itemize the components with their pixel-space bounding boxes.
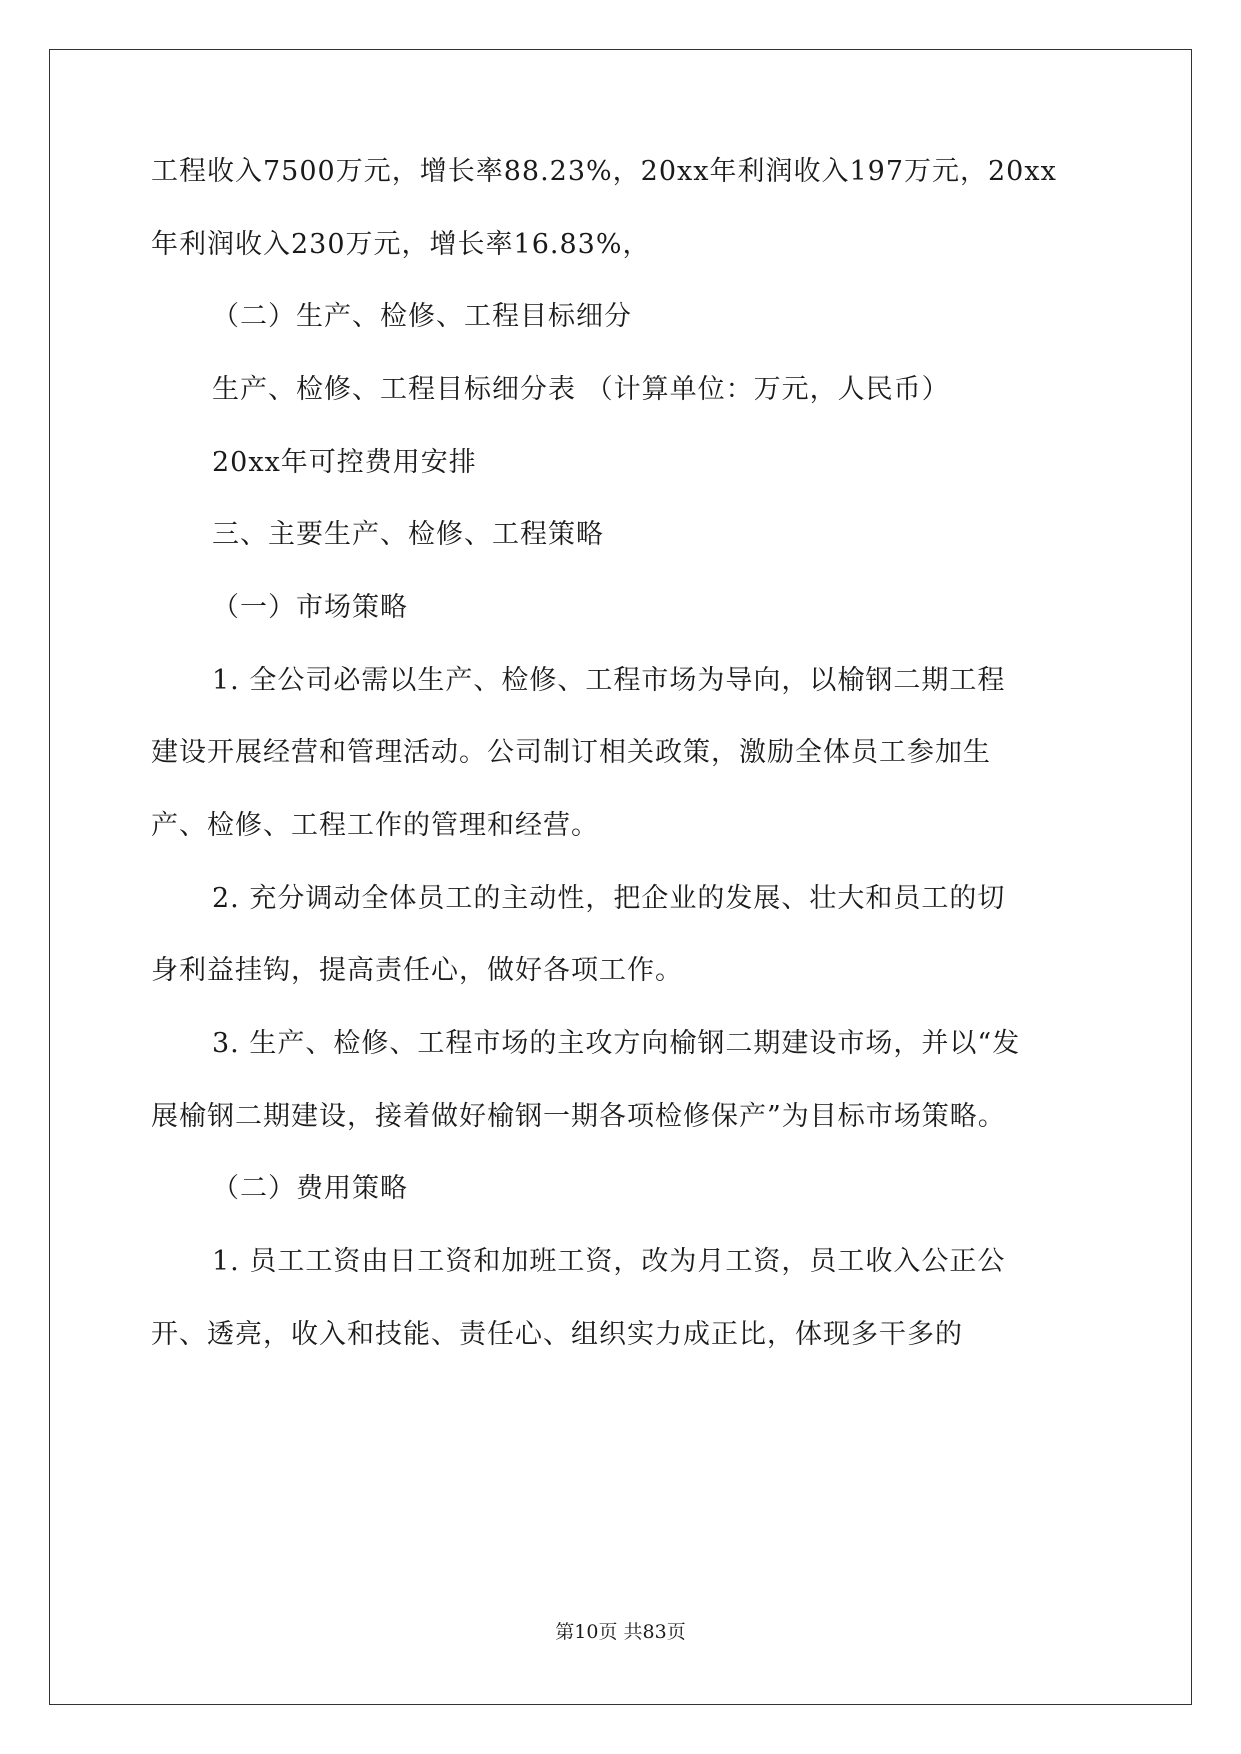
table-caption: 生产、检修、工程目标细分表 （计算单位：万元，人民币） bbox=[212, 374, 950, 405]
body-line: 20xx年可控费用安排 bbox=[212, 447, 477, 478]
body-line: 建设开展经营和管理活动。公司制订相关政策，激励全体员工参加生 bbox=[151, 737, 991, 768]
body-line: 3. 生产、检修、工程市场的主攻方向榆钢二期建设市场，并以“发 bbox=[212, 1028, 1021, 1059]
section-heading: （一）市场策略 bbox=[212, 592, 408, 623]
body-line: 展榆钢二期建设，接着做好榆钢一期各项检修保产”为目标市场策略。 bbox=[151, 1101, 1006, 1132]
body-line: 年利润收入230万元，增长率16.83%， bbox=[151, 229, 651, 260]
section-heading: （二）费用策略 bbox=[212, 1173, 408, 1204]
body-line: 产、检修、工程工作的管理和经营。 bbox=[151, 810, 599, 841]
body-line: 身利益挂钩，提高责任心，做好各项工作。 bbox=[151, 955, 683, 986]
body-line: 1. 全公司必需以生产、检修、工程市场为导向，以榆钢二期工程 bbox=[212, 665, 1006, 696]
body-line: 2. 充分调动全体员工的主动性，把企业的发展、壮大和员工的切 bbox=[212, 883, 1006, 914]
section-heading: 三、主要生产、检修、工程策略 bbox=[212, 519, 604, 550]
body-line: 1. 员工工资由日工资和加班工资，改为月工资，员工收入公正公 bbox=[212, 1246, 1006, 1277]
section-heading: （二）生产、检修、工程目标细分 bbox=[212, 301, 632, 332]
page-number: 第10页 共83页 bbox=[555, 1621, 686, 1643]
body-line: 工程收入7500万元，增长率88.23%，20xx年利润收入197万元，20xx bbox=[151, 156, 1057, 187]
body-line: 开、透亮，收入和技能、责任心、组织实力成正比，体现多干多的 bbox=[151, 1319, 963, 1350]
